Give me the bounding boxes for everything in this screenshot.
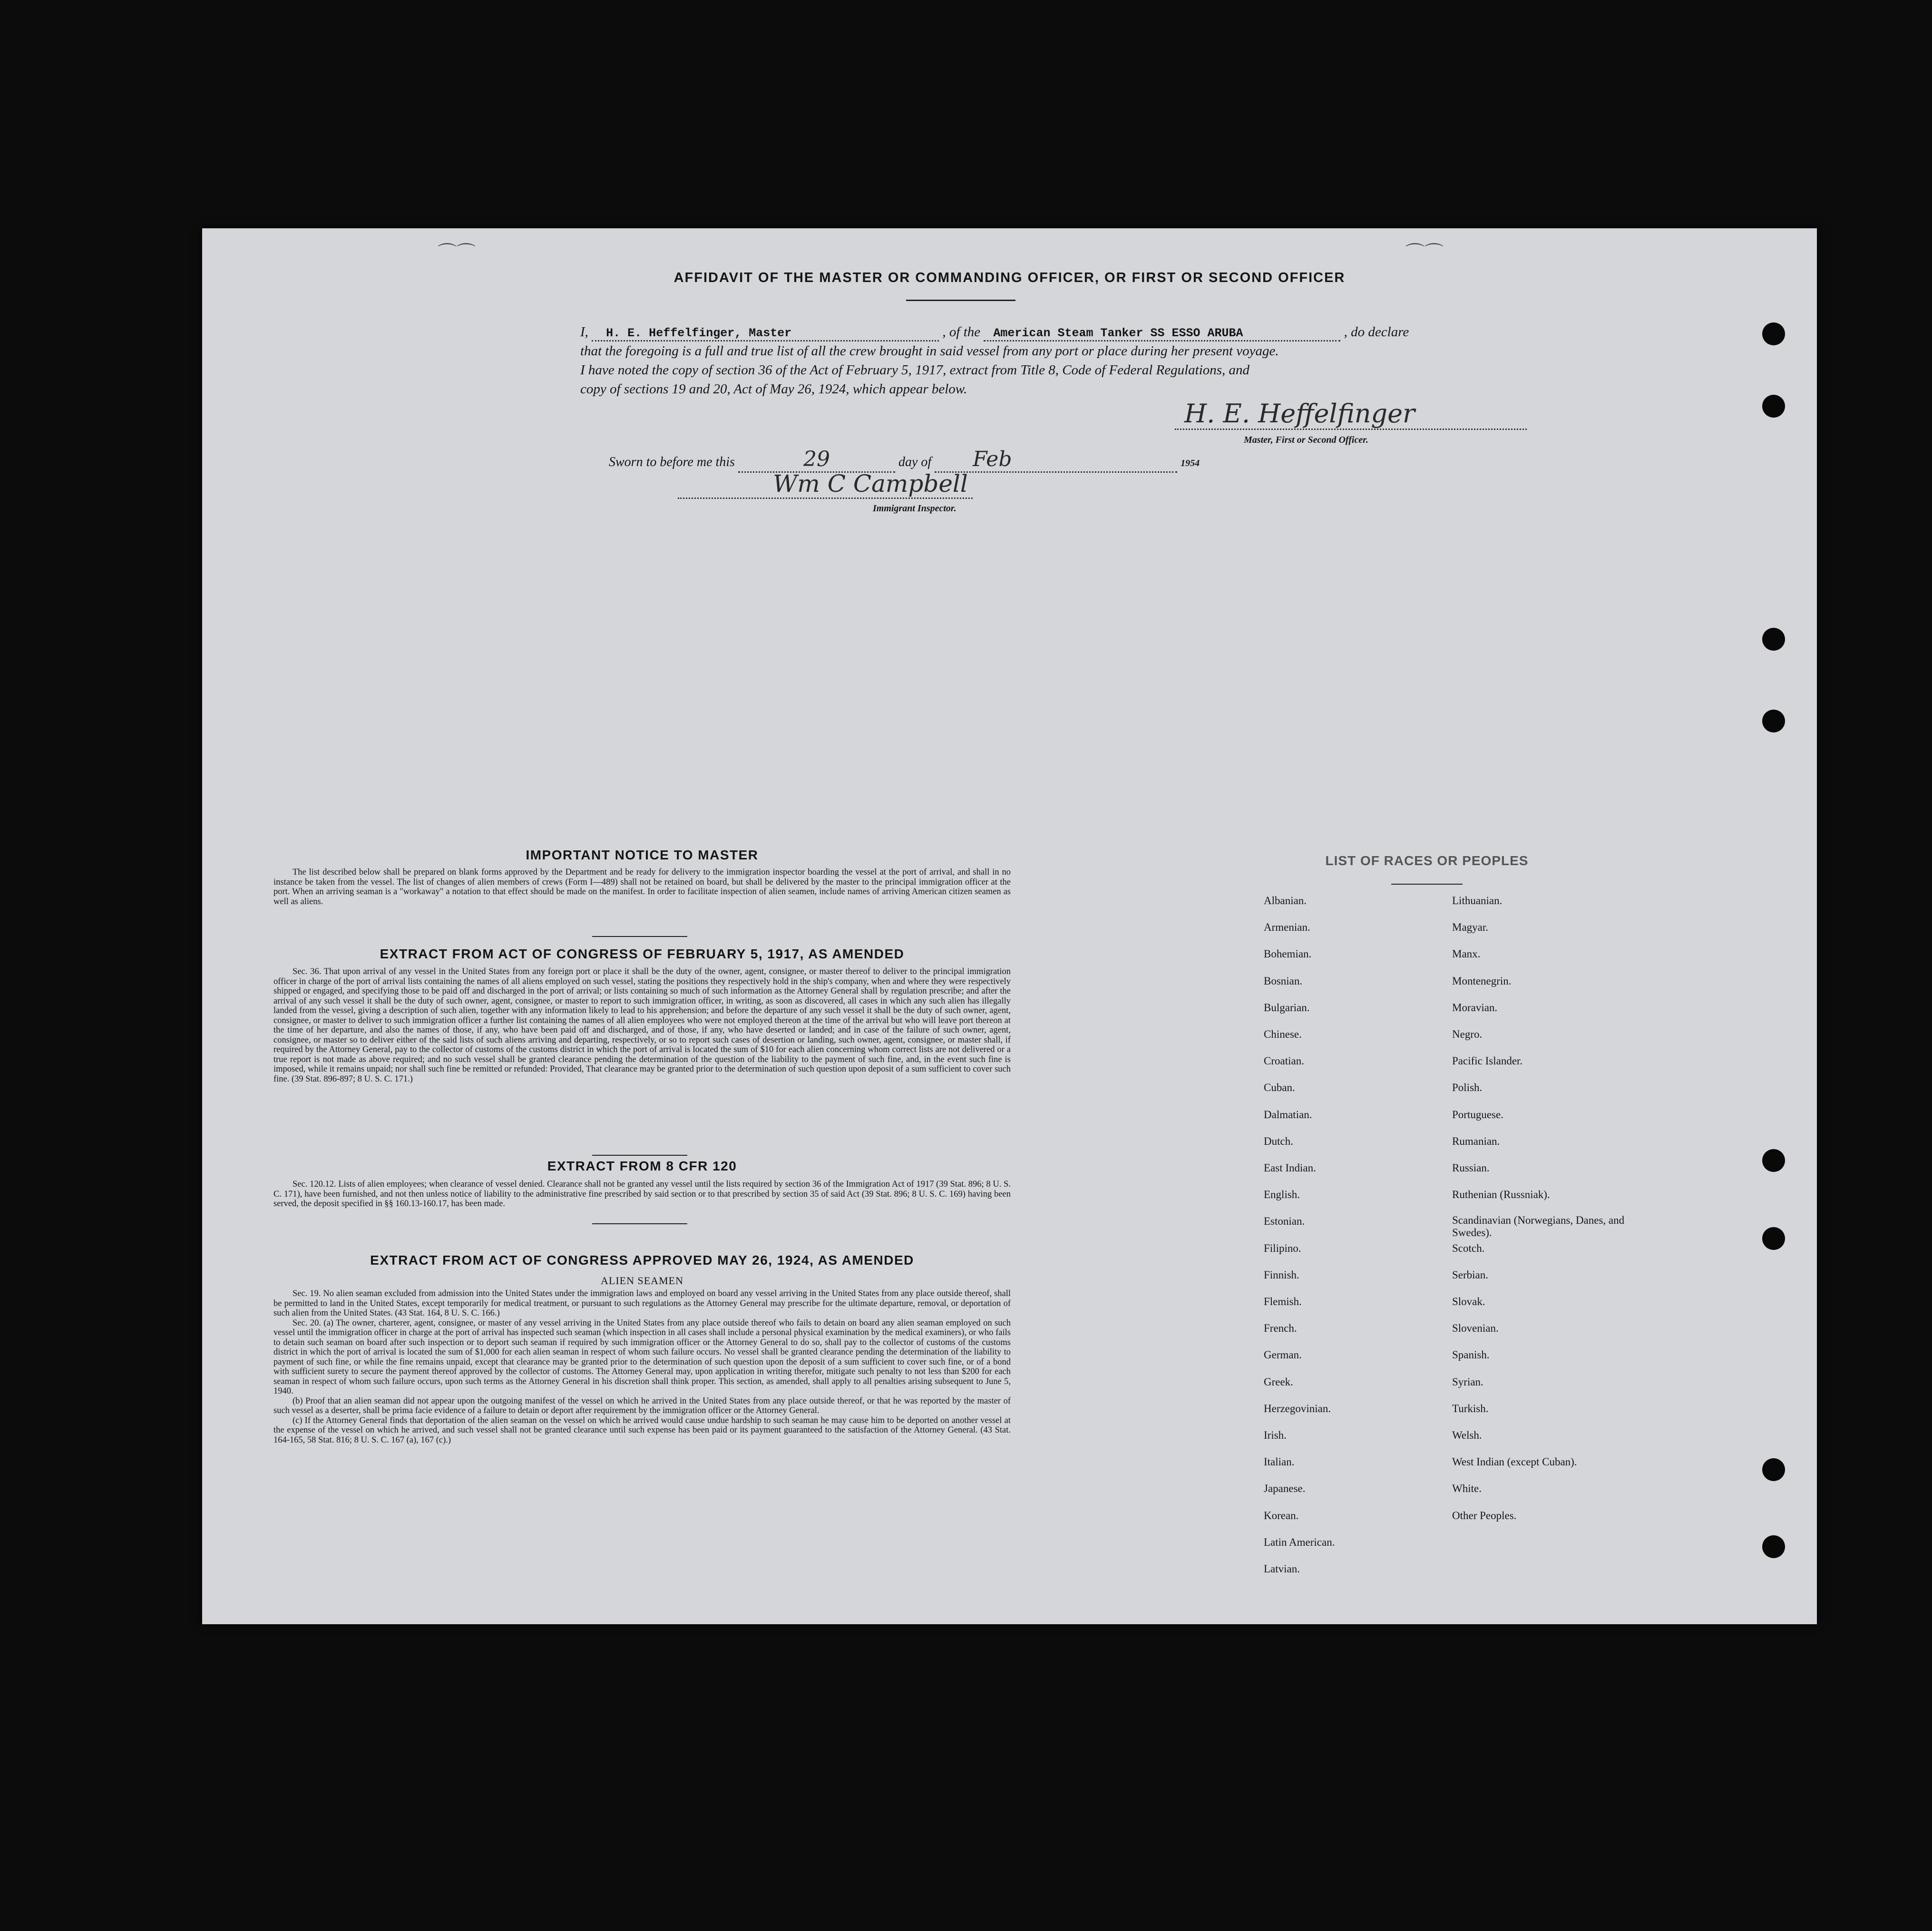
- sworn-label: Sworn to before me this: [609, 455, 735, 469]
- declaration-line-1: [580, 324, 1674, 341]
- sworn-day-field: [738, 447, 895, 473]
- sworn-day: 29: [803, 447, 830, 471]
- extract-1924-heading: EXTRACT FROM ACT OF CONGRESS APPROVED MAY 26, 1924, AS AMENDED: [370, 1253, 914, 1268]
- race-item: Spanish.: [1452, 1349, 1490, 1361]
- race-item: West Indian (except Cuban).: [1452, 1456, 1577, 1468]
- race-item: Korean.: [1264, 1509, 1299, 1521]
- inspector-caption: Immigrant Inspector.: [873, 503, 956, 514]
- master-signature: H. E. Heffelfinger: [1175, 399, 1527, 430]
- master-signature-caption: Master, First or Second Officer.: [1244, 435, 1368, 445]
- of-the-label: , of the: [942, 324, 981, 340]
- race-item: Ruthenian (Russniak).: [1452, 1189, 1550, 1201]
- extract-1917-text: Sec. 36. That upon arrival of any vessel in the United States from any foreign port or place it shall be the duty of the owner, agent, consignee, or master thereof to deliver to the principal immigration officer in charge of the port of arrival lists containing the names of all aliens employed on such vessel, stating the positions they respectively hold in the ship's company, when and where they were respectively shipped or engaged, and specifying those to be paid off and discharged in the port of arrival; or lists containing so much of such information as the Attorney General shall by regulation prescribe; and after the arrival of any such vessel it shall be the duty of such owner, agent, consignee, or master to report to such immigration officer, in writing, as soon as discovered, all cases in which any such alien has illegally landed from the vessel, giving a description of such alien, together with any information likely to lead to his apprehension; and before the departure of any such vessel it shall be the duty of such owner, agent, consignee, or master to deliver to such immigration officer a further list containing the names of all alien employees who were not employed thereon at the time of the arrival but who will leave port thereon at the time of her departure, and also the names of those, if any, who have been paid off and discharged, and of those, if any, who have deserted or landed; and in case of the failure of such owner, agent, consignee, or master so to deliver either of the said lists of such aliens arriving and departing, respectively, or so to report such cases of desertion or landing, such owner, agent, consignee, or master shall, if required by the Attorney General, pay to the collector of customs of the customs district in which the port of arrival is located the sum of $10 for each alien concerning whom correct lists are not delivered or a true report is not made as above required; and no such vessel shall be granted clearance pending the determination of the question of the liability to the payment of such fine, and, in the event such fine is imposed, while it remains unpaid; nor shall such fine be remitted or refunded: Provided, That clearance may be granted prior to the determination of such question upon deposit of a sum sufficient to cover such fine. (39 Stat. 896-897; 8 U. S. C. 171.): [273, 967, 1011, 1084]
- race-item: Bohemian.: [1264, 948, 1312, 960]
- punch-hole-6: [1762, 1227, 1785, 1250]
- punch-hole-1: [1762, 322, 1785, 345]
- race-item: Estonian.: [1264, 1215, 1305, 1228]
- race-item: Bosnian.: [1264, 975, 1303, 987]
- declaration-line-3: I have noted the copy of section 36 of the Act of February 5, 1917, extract from Title 8, Code of Federal Regulations, and: [580, 362, 1250, 378]
- race-item: Syrian.: [1452, 1375, 1483, 1388]
- corner-mark-left: ⌒⌒: [438, 242, 476, 263]
- punch-hole-4: [1762, 710, 1785, 732]
- race-item: Montenegrin.: [1452, 975, 1512, 987]
- race-item: Armenian.: [1264, 921, 1310, 934]
- affidavit-title: AFFIDAVIT OF THE MASTER OR COMMANDING OFFICER, OR FIRST OR SECOND OFFICER: [673, 270, 1346, 285]
- race-item: Other Peoples.: [1452, 1509, 1517, 1521]
- title-rule: [906, 300, 1015, 301]
- punch-hole-5: [1762, 1149, 1785, 1172]
- corner-mark-right: ⌒⌒: [1405, 242, 1444, 263]
- race-item: Scandinavian (Norwegians, Danes, and Swedes).: [1452, 1214, 1625, 1239]
- race-item: Portuguese.: [1452, 1108, 1503, 1121]
- race-item: Cuban.: [1264, 1082, 1295, 1094]
- sec-20b-paragraph: (b) Proof that an alien seaman did not appear upon the outgoing manifest of the vessel on which he arrived in the United States from any place outside thereof, or that he was reported by the master of such vessel as a deserter, shall be prima facie evidence of a failure to detain or deport after requirement by the immigration officer or the Attorney General.: [273, 1396, 1011, 1415]
- sec-19-paragraph: Sec. 19. No alien seaman excluded from admission into the United States under the immigration laws and employed on board any vessel arriving in the United States from any place outside thereof, shall be permitted to land in the United States, except temporarily for medical treatment, or pursuant to such regulations as the Attorney General may prescribe for the ultimate departure, removal, or deportation of such alien from the United States. (43 Stat. 164, 8 U. S. C. 166.): [273, 1289, 1011, 1318]
- punch-hole-7: [1762, 1458, 1785, 1481]
- race-item: Moravian.: [1452, 1001, 1498, 1014]
- punch-hole-2: [1762, 395, 1785, 418]
- sec-20c-paragraph: (c) If the Attorney General finds that deportation of the alien seaman on the vessel on which he arrived would cause undue hardship to such seaman he may cause him to be deported on another vessel at the expense of the vessel on which he arrived, and such vessel shall not be granted clearance until such expense has been paid or its payment guaranteed to the satisfaction of the Attorney General. (43 Stat. 164-165, 58 Stat. 816; 8 U. S. C. 167 (a), 167 (c).): [273, 1415, 1011, 1445]
- alien-seamen-subheading: ALIEN SEAMEN: [601, 1275, 683, 1287]
- race-item: Magyar.: [1452, 921, 1489, 934]
- race-item: Slovak.: [1452, 1296, 1485, 1307]
- day-of-label: day of: [898, 455, 932, 469]
- race-item: Irish.: [1264, 1429, 1287, 1441]
- race-item: White.: [1452, 1482, 1482, 1495]
- notice-text: The list described below shall be prepared on blank forms approved by the Department and be ready for delivery to the immigration inspector boarding the vessel at the port of arrival, and shall in no instance be taken from the vessel. The list of changes of alien members of crews (Form I—489) shall not be retained on board, but shall be delivered by the master to the principal immigration officer at the port. When an arriving seaman is a "workaway" a notation to that effect should be made on the manifest. In order to facilitate inspection of alien seamen, include names of arriving American citizen seamen as well as aliens.: [273, 868, 1011, 907]
- master-name-field: [592, 326, 939, 341]
- race-item: Dutch.: [1264, 1135, 1293, 1147]
- race-item: Latin American.: [1264, 1536, 1335, 1548]
- notice-heading: IMPORTANT NOTICE TO MASTER: [526, 848, 759, 862]
- race-item: Bulgarian.: [1264, 1001, 1310, 1014]
- race-item: Welsh.: [1452, 1429, 1482, 1441]
- notice-rule: [592, 936, 687, 937]
- race-item: French.: [1264, 1322, 1297, 1335]
- sworn-year: 54: [1190, 458, 1200, 468]
- race-item: Serbian.: [1452, 1268, 1489, 1281]
- race-item: East Indian.: [1264, 1162, 1316, 1174]
- extract-1917-rule: [592, 1155, 687, 1156]
- races-heading: LIST OF RACES OR PEOPLES: [1325, 853, 1529, 868]
- inspector-signature: Wm C Campbell: [678, 470, 973, 499]
- race-item: Turkish.: [1452, 1402, 1489, 1414]
- sworn-month-field: [935, 447, 1177, 473]
- race-item: Rumanian.: [1452, 1135, 1500, 1147]
- race-item: Slovenian.: [1452, 1322, 1499, 1335]
- extract-1924-body: [273, 1289, 1011, 1445]
- declaration-line-2: that the foregoing is a full and true list of all the crew brought in said vessel from any port or place during her present voyage.: [580, 343, 1279, 359]
- race-item: English.: [1264, 1189, 1300, 1201]
- race-item: Japanese.: [1264, 1482, 1306, 1495]
- race-item: Lithuanian.: [1452, 895, 1503, 907]
- declaration-line-4: copy of sections 19 and 20, Act of May 26, 1924, which appear below.: [580, 381, 967, 397]
- punch-hole-3: [1762, 628, 1785, 651]
- master-name: H. E. Heffelfinger, Master: [606, 326, 792, 340]
- race-item: Chinese.: [1264, 1028, 1302, 1040]
- race-item: German.: [1264, 1349, 1302, 1361]
- race-item: Russian.: [1452, 1162, 1490, 1174]
- race-item: Flemish.: [1264, 1296, 1302, 1307]
- race-item: Dalmatian.: [1264, 1108, 1312, 1121]
- race-item: Herzegovinian.: [1264, 1402, 1331, 1414]
- race-item: Greek.: [1264, 1375, 1293, 1388]
- race-item: Croatian.: [1264, 1055, 1304, 1067]
- vessel-field: [984, 326, 1340, 341]
- extract-1917-heading: EXTRACT FROM ACT OF CONGRESS OF FEBRUARY 5, 1917, AS AMENDED: [380, 946, 905, 961]
- line1-prefix: I,: [580, 324, 588, 340]
- race-item: Filipino.: [1264, 1242, 1301, 1254]
- race-item: Negro.: [1452, 1028, 1483, 1040]
- sworn-year-prefix: 19: [1181, 458, 1190, 468]
- document-sheet: [202, 228, 1817, 1624]
- race-item: Pacific Islander.: [1452, 1055, 1523, 1067]
- race-item: Latvian.: [1264, 1563, 1300, 1575]
- race-item: Italian.: [1264, 1456, 1295, 1468]
- race-item: Albanian.: [1264, 895, 1307, 907]
- do-declare-label: , do declare: [1344, 324, 1409, 340]
- races-rule: [1391, 884, 1463, 885]
- extract-cfr-heading: EXTRACT FROM 8 CFR 120: [547, 1159, 737, 1173]
- sworn-line: [609, 447, 1200, 473]
- sec-20a-paragraph: Sec. 20. (a) The owner, charterer, agent, consignee, or master of any vessel arriving in the United States from any place outside thereof who fails to detain on board any alien seaman employed on such vessel until the immigration officer in charge at the port of arrival has inspected such seaman (which inspection in all cases shall include a personal physical examination by the medical examiners), or who fails to detain such seaman on board after such inspection or to deport such seaman if required by such immigration officer or the Attorney General to do so, shall pay to the collector of customs of the customs district in which the port of arrival is located the sum of $1,000 for each alien seaman in respect of whom such failure occurs. No vessel shall be granted clearance pending the determination of the liability to payment of such fine, or while the fine remains unpaid, except that clearance may be granted prior to the determination of such question upon the deposit of a sum sufficient to cover such fine, or of a bond with sufficient surety to secure the payment thereof approved by the collector of customs. The Attorney General may, upon application in writing therefor, mitigate such penalty to not less than $200 for each seaman in respect of whom such failure occurs, upon such terms as the Attorney General in his discretion shall think proper. This section, as amended, shall apply to all penalties arising subsequent to June 5, 1940.: [273, 1318, 1011, 1396]
- extract-cfr-rule: [592, 1223, 687, 1224]
- race-item: Polish.: [1452, 1082, 1483, 1094]
- extract-cfr-text: Sec. 120.12. Lists of alien employees; when clearance of vessel denied. Clearance shall not be granted any vessel until the lists required by section 36 of the Immigration Act of 1917 (39 Stat. 896; 8 U. S. C. 171), have been furnished, and not then unless notice of liability to the administrative fine prescribed by said section or to that prescribed by section 35 of said Act (39 Stat. 896; 8 U. S. C. 169) having been served, the deposit specified in §§ 160.13-160.17, has been made.: [273, 1180, 1011, 1209]
- race-item: Finnish.: [1264, 1268, 1299, 1281]
- punch-hole-8: [1762, 1535, 1785, 1558]
- race-item: Scotch.: [1452, 1242, 1485, 1254]
- vessel-name: American Steam Tanker SS ESSO ARUBA: [993, 326, 1243, 340]
- race-item: Manx.: [1452, 948, 1481, 960]
- sworn-month: Feb: [973, 447, 1012, 471]
